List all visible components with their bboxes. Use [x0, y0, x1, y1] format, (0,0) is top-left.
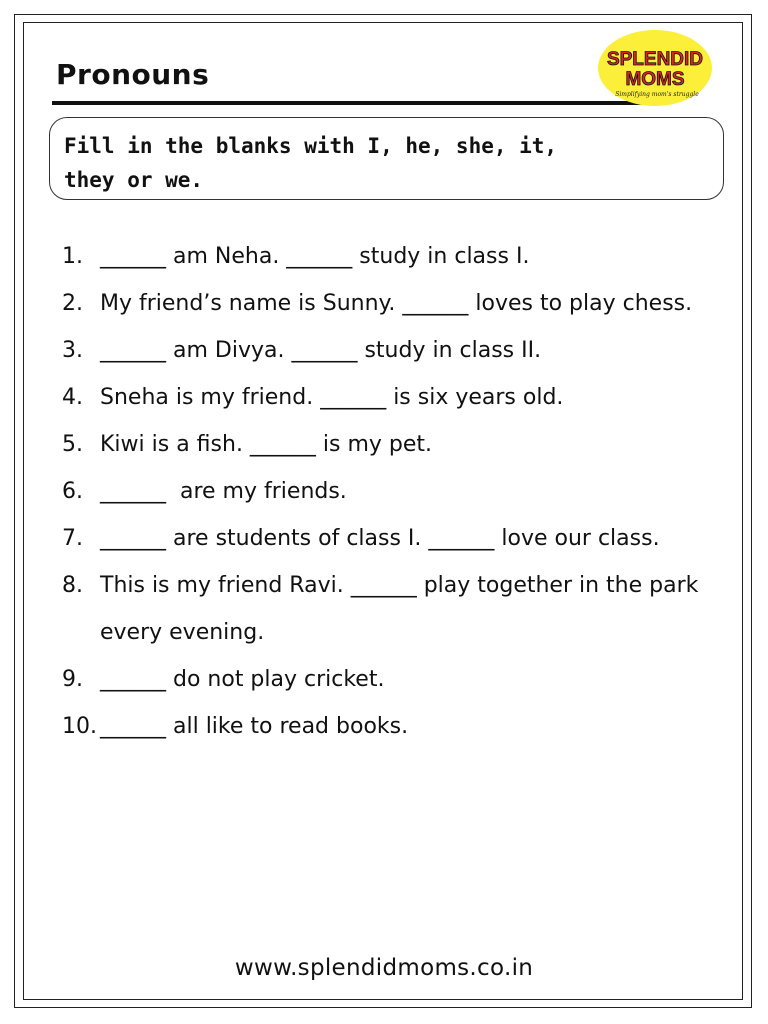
question-text: ______ am Neha. ______ study in class I.: [100, 244, 530, 269]
question-number: 7.: [62, 526, 83, 551]
question-item: [62, 421, 702, 468]
logo-tagline: Simplifying mom's struggle: [615, 91, 699, 98]
question-text: ______ do not play cricket.: [100, 667, 385, 692]
question-number: 1.: [62, 244, 83, 269]
question-number: 4.: [62, 385, 83, 410]
question-number: 5.: [62, 432, 83, 457]
question-text: ______ are my friends.: [100, 479, 347, 504]
question-text: My friend’s name is Sunny. ______ loves to play chess.: [100, 291, 693, 316]
question-item: [62, 562, 706, 656]
question-list: [62, 233, 706, 750]
question-item: [62, 374, 702, 421]
question-text: Sneha is my friend. ______ is six years old.: [100, 385, 564, 410]
splendid-moms-logo: [592, 27, 718, 109]
logo-line2: MOMS: [625, 69, 685, 90]
question-number: 2.: [62, 291, 83, 316]
question-text: Kiwi is a fish. ______ is my pet.: [100, 432, 433, 457]
question-text: ______ all like to read books.: [100, 714, 409, 739]
worksheet-title: Pronouns: [56, 58, 210, 91]
footer-url: www.splendidmoms.co.in: [234, 955, 534, 981]
question-number: 6.: [62, 479, 83, 504]
question-number: 3.: [62, 338, 83, 363]
logo-line1: SPLENDID: [606, 49, 704, 70]
instruction-box: [49, 117, 724, 200]
question-text: ______ are students of class I. ______ love our class.: [100, 526, 660, 551]
question-item: [62, 656, 702, 703]
question-number: 10.: [62, 714, 97, 739]
question-item: [62, 233, 702, 280]
question-item: [62, 327, 702, 374]
title-underline: [52, 101, 662, 105]
question-item: [62, 515, 702, 562]
instruction-text: Fill in the blanks with I, he, she, it, they or we.: [64, 134, 558, 192]
question-item: [62, 468, 702, 515]
question-text: ______ am Divya. ______ study in class II.: [100, 338, 542, 363]
question-text: This is my friend Ravi. ______ play together in the park every evening.: [100, 573, 706, 645]
question-number: 9.: [62, 667, 83, 692]
question-item: [62, 703, 702, 750]
question-item: [62, 280, 702, 327]
question-number: 8.: [62, 573, 83, 598]
